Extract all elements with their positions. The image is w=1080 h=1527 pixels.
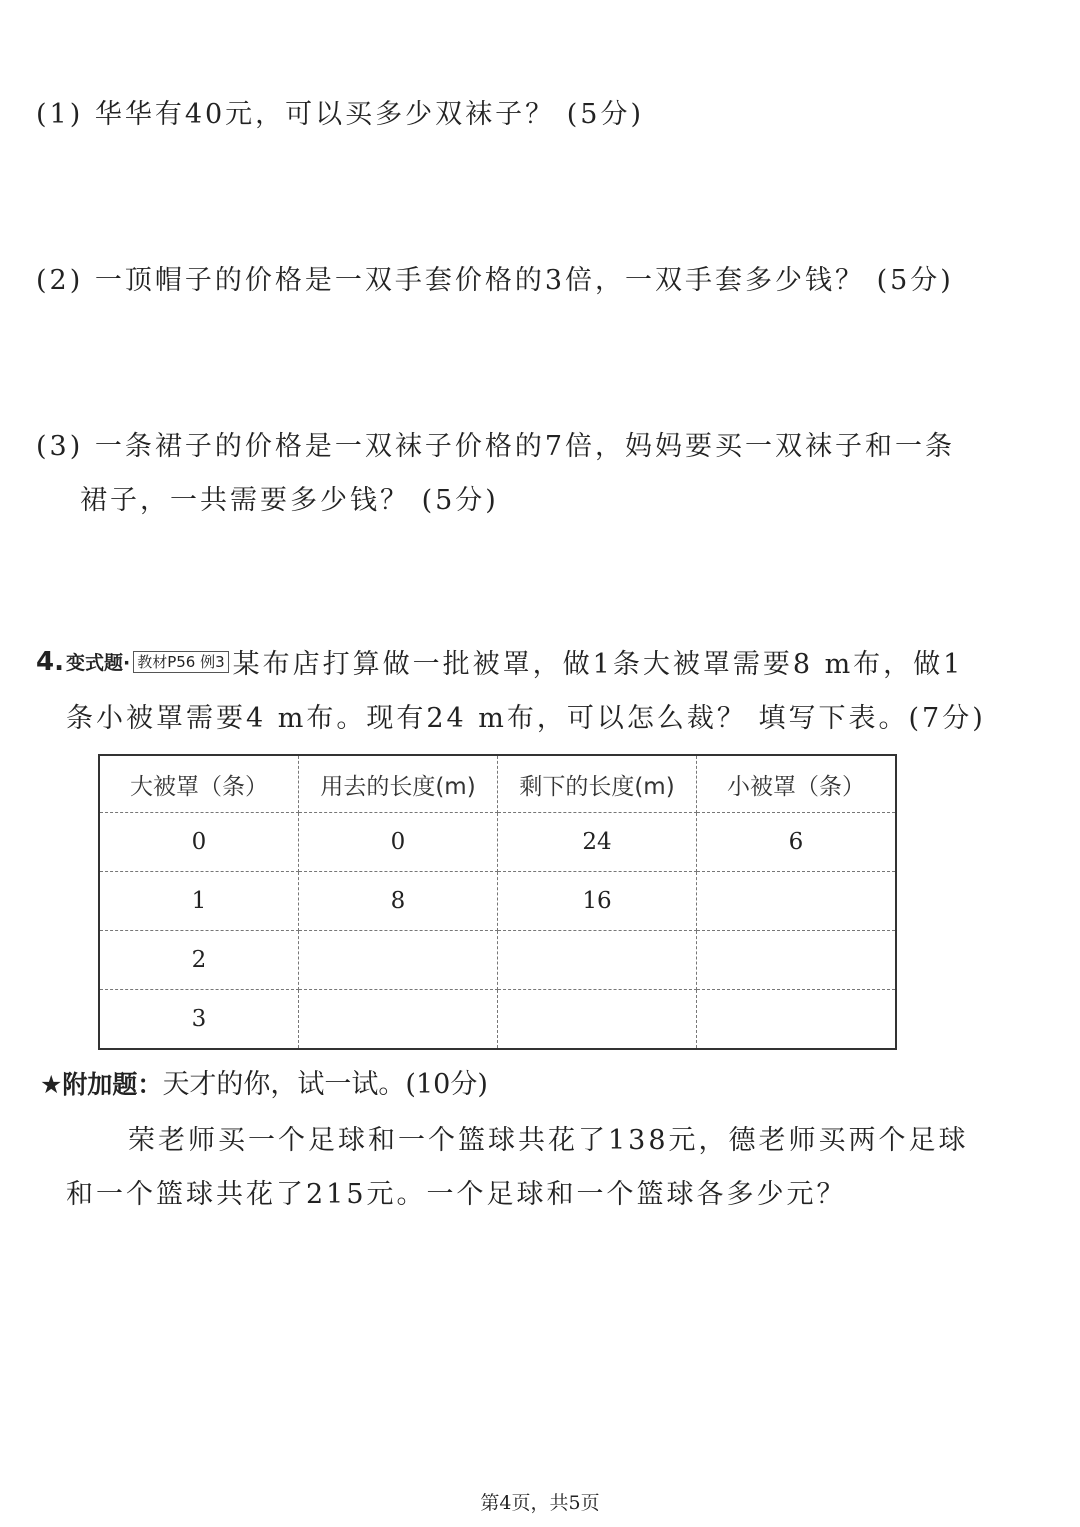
question-4-number: 4. (36, 646, 64, 677)
question-2: (2) 一顶帽子的价格是一双手套价格的3倍，一双手套多少钱？ (5分) (36, 265, 954, 296)
table-cell-blank[interactable] (299, 931, 498, 990)
table-header-cell: 小被罩（条） (697, 755, 897, 813)
question-4-tag: 变式题· (65, 652, 131, 674)
bonus-label: 附加题： (62, 1070, 163, 1099)
table-cell-blank[interactable] (498, 931, 697, 990)
table-row (99, 990, 896, 1050)
fabric-cut-table (98, 754, 897, 1050)
table-cell: 16 (498, 872, 697, 931)
question-3-line-2: 裙子，一共需要多少钱？ (5分) (80, 485, 499, 516)
bonus-title-rest: 天才的你，试一试。(10分) (162, 1069, 488, 1100)
table-cell-blank[interactable] (697, 990, 897, 1050)
question-4-textbook-ref: 教材P56 例3 (133, 651, 228, 673)
table-cell: 1 (99, 872, 299, 931)
table-row (99, 813, 896, 872)
table-cell-blank[interactable] (299, 990, 498, 1050)
table-cell: 2 (99, 931, 299, 990)
table-cell: 6 (697, 813, 897, 872)
table-row (99, 931, 896, 990)
star-icon: ★ (40, 1070, 63, 1099)
question-3-line-1: (3) 一条裙子的价格是一双袜子价格的7倍，妈妈要买一双袜子和一条 (36, 431, 956, 462)
table-header-cell: 大被罩（条） (99, 755, 299, 813)
table-cell-blank[interactable] (498, 990, 697, 1050)
table-cell-blank[interactable] (697, 931, 897, 990)
table-header-row (99, 755, 896, 813)
table-cell-blank[interactable] (697, 872, 897, 931)
bonus-line-1: 荣老师买一个足球和一个篮球共花了138元，德老师买两个足球 (128, 1125, 969, 1156)
question-4-heading (36, 642, 963, 681)
question-4-line-1: 某布店打算做一批被罩，做1条大被罩需要8 m布，做1 (232, 649, 964, 680)
table-cell: 24 (498, 813, 697, 872)
table-cell: 8 (299, 872, 498, 931)
question-4-line-2: 条小被罩需要4 m布。现有24 m布，可以怎么裁？ 填写下表。(7分) (66, 703, 986, 734)
page-number: 第4页，共5页 (480, 1492, 600, 1514)
table-cell: 3 (99, 990, 299, 1050)
question-1: (1) 华华有40元，可以买多少双袜子？ (5分) (36, 99, 645, 130)
table-cell: 0 (99, 813, 299, 872)
table-header-cell: 剩下的长度(m) (498, 755, 697, 813)
table-row (99, 872, 896, 931)
table-cell: 0 (299, 813, 498, 872)
bonus-line-2: 和一个篮球共花了215元。一个足球和一个篮球各多少元？ (66, 1179, 847, 1210)
table-header-cell: 用去的长度(m) (299, 755, 498, 813)
bonus-heading (40, 1062, 488, 1101)
